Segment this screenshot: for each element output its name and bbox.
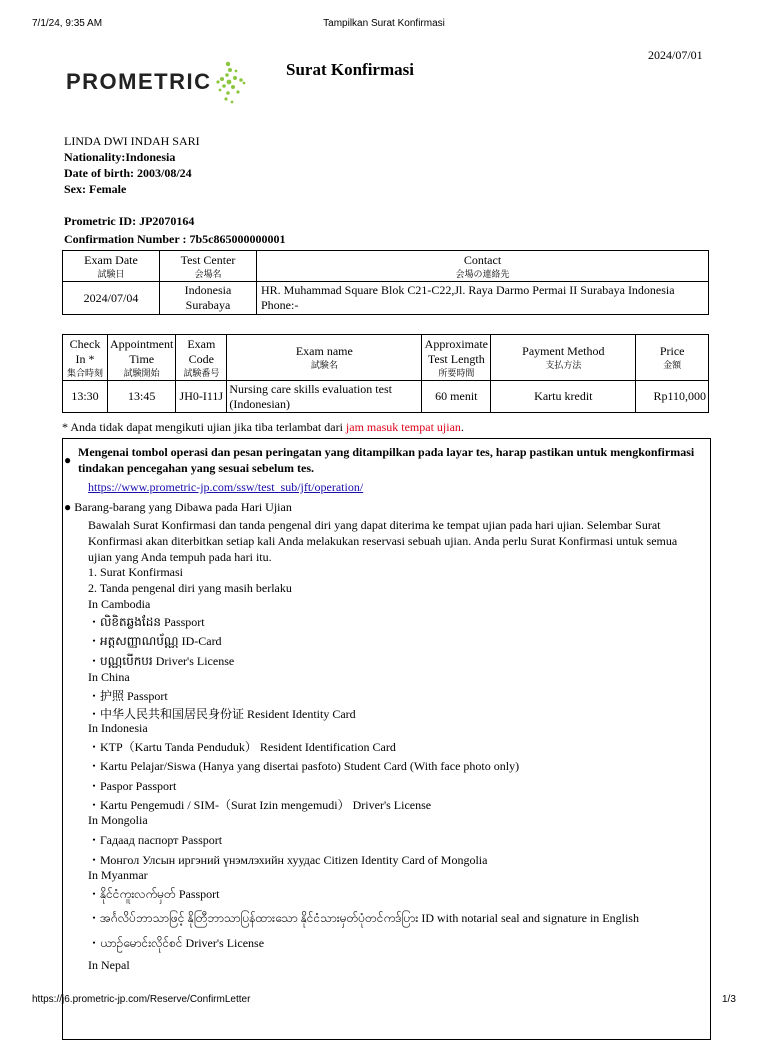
prometric-id: Prometric ID: JP2070164 [64,214,195,228]
test-center-table [62,250,709,315]
header-exam-name: Exam name 試験名 [227,335,422,381]
list-item: ・နိုင်ငံကူးလက်မှတ် Passport [88,887,220,901]
print-page-number: 1/3 [722,994,736,1005]
list-item: 2. Tanda pengenal diri yang masih berlaku [88,581,292,595]
list-item: ・អត្តសញ្ញាណប័ណ្ណ ID-Card [88,634,222,648]
country-heading: In Myanmar [88,868,148,882]
list-item: ・ယာဉ်မောင်းလိုင်စင် Driver's License [88,936,265,950]
list-item: ・护照 Passport [88,689,168,703]
cell-exam-code: JH0-I11J [176,381,227,413]
cell-appointment-time: 13:45 [108,381,176,413]
check-in-time-highlight: jam masuk tempat ujian [345,420,461,434]
candidate-nationality: Nationality:Indonesia [64,150,176,164]
header-payment-method: Payment Method 支払方法 [491,335,636,381]
operation-notice-text: Mengenai tombol operasi dan pesan peringatan yang ditampilkan pada layar tes, harap pastikan untuk mengkonfirmasi tindakan pencegahan yang sesuai sebelum tes. [78,445,695,475]
cell-payment-method: Kartu kredit [491,381,636,413]
operation-notice [64,444,704,476]
list-item: ・အင်္ဂလိပ်ဘာသာဖြင့် နိုတြီဘာသာပြန်ထားသော နိုင်ငံသားမှတ်ပုံတင်ကဒ်ပြား ID with notarial seal and signature in English [88,911,639,925]
print-datetime: 7/1/24, 9:35 AM [32,18,103,29]
cell-test-center: Indonesia Surabaya [160,282,257,315]
country-heading: In Mongolia [88,813,148,827]
list-item: ・KTP（Kartu Tanda Penduduk） Resident Identification Card [88,740,396,754]
print-page-title: Tampilkan Surat Konfirmasi [323,18,445,29]
header-contact: Contact 会場の連絡先 [257,251,709,282]
document-title: Surat Konfirmasi [286,60,414,79]
cell-test-length: 60 menit [422,381,491,413]
candidate-dob: Date of birth: 2003/08/24 [64,166,192,180]
cell-check-in: 13:30 [63,381,108,413]
candidate-sex: Sex: Female [64,182,127,196]
header-appointment-time: Appointment Time 試験開始 [108,335,176,381]
candidate-name: LINDA DWI INDAH SARI [64,134,200,148]
list-item: ・លិខិតឆ្លងដែន Passport [88,615,205,629]
prometric-logo [66,58,246,106]
country-heading: In Cambodia [88,597,151,611]
list-item: ・Paspor Passport [88,779,177,793]
header-test-length: Approximate Test Length 所要時間 [422,335,491,381]
bullet-icon: ● [64,453,72,467]
cell-exam-date: 2024/07/04 [63,282,160,315]
header-exam-date: Exam Date 試験日 [63,251,160,282]
list-item: ・Kartu Pengemudi / SIM-（Surat Izin mengemudi） Driver's License [88,798,432,812]
cell-price: Rp110,000 [636,381,709,413]
list-item: ・បណ្ណបើកបរ Driver's License [88,654,235,668]
list-item: ・Монгол Улсын иргэний үнэмлэхийн хуудас Citizen Identity Card of Mongolia [88,853,488,867]
prometric-star-icon [216,58,246,106]
items-to-bring-title: ● Barang-barang yang Dibawa pada Hari Ujian [64,500,292,514]
exam-details-table [62,334,709,413]
country-heading: In Indonesia [88,721,148,735]
country-heading: In China [88,670,130,684]
document-date: 2024/07/01 [648,48,703,62]
header-test-center: Test Center 会場名 [160,251,257,282]
cell-exam-name: Nursing care skills evaluation test (Indonesian) [227,381,422,413]
items-to-bring-paragraph: Bawalah Surat Konfirmasi dan tanda pengenal diri yang dapat diterima ke tempat ujian pada hari ujian. Selembar Surat Konfirmasi akan diterbitkan setiap kali Anda melakukan reservasi sebuah ujian. Anda perlu Surat Konfirmasi untuk semua ujian yang Anda tempuh pada hari itu. [88,518,678,564]
operation-guide-link[interactable]: https://www.prometric-jp.com/ssw/test_sub/jft/operation/ [88,480,364,494]
header-price: Price 金額 [636,335,709,381]
cell-contact: HR. Muhammad Square Blok C21-C22,Jl. Raya Darmo Permai II Surabaya Indonesia Phone:- [257,282,709,315]
list-item: ・Гадаад паспорт Passport [88,833,223,847]
list-item: ・Kartu Pelajar/Siswa (Hanya yang disertai pasfoto) Student Card (With face photo only) [88,759,520,773]
logo-text: PROMETRIC [66,69,212,94]
late-arrival-note: * Anda tidak dapat mengikuti ujian jika tiba terlambat dari jam masuk tempat ujian. [62,420,464,434]
list-item: ・中华人民共和国居民身份证 Resident Identity Card [88,707,356,721]
header-check-in: Check In * 集合時刻 [63,335,108,381]
header-exam-code: Exam Code 試験番号 [176,335,227,381]
confirmation-number: Confirmation Number : 7b5c865000000001 [64,232,286,246]
list-item: 1. Surat Konfirmasi [88,565,183,579]
print-url: https://j6.prometric-jp.com/Reserve/ConfirmLetter [32,994,251,1005]
country-heading: In Nepal [88,958,130,972]
